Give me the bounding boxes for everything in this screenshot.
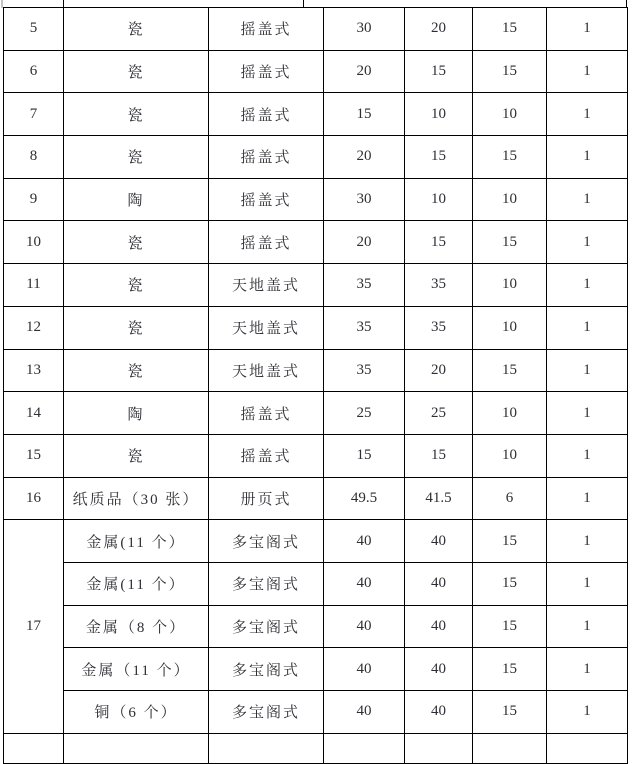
height-cell: 15 [473, 8, 547, 51]
height-cell: 15 [473, 691, 547, 734]
material-cell: 纸质品（30 张） [64, 477, 209, 520]
table-row-merged-group [4, 605, 628, 648]
table-row [4, 8, 628, 51]
width-cell: 20 [405, 349, 473, 392]
height-cell: 15 [473, 349, 547, 392]
style-cell: 摇盖式 [209, 392, 324, 435]
row-number-cell: 10 [4, 221, 64, 264]
width-cell [405, 733, 473, 763]
row-number-cell: 9 [4, 178, 64, 221]
quantity-cell: 1 [547, 8, 628, 51]
material-cell: 陶 [64, 392, 209, 435]
table-row [4, 264, 628, 307]
style-cell: 摇盖式 [209, 178, 324, 221]
height-cell [473, 733, 547, 763]
quantity-cell: 1 [547, 50, 628, 93]
height-cell: 15 [473, 136, 547, 179]
length-cell: 40 [324, 562, 405, 605]
quantity-cell: 1 [547, 691, 628, 734]
table-row [4, 392, 628, 435]
length-cell: 40 [324, 605, 405, 648]
width-cell: 41.5 [405, 477, 473, 520]
height-cell: 10 [473, 178, 547, 221]
specimen-table [3, 7, 628, 764]
width-cell: 35 [405, 306, 473, 349]
length-cell: 20 [324, 50, 405, 93]
width-cell: 40 [405, 605, 473, 648]
length-cell: 49.5 [324, 477, 405, 520]
width-cell: 35 [405, 264, 473, 307]
width-cell: 15 [405, 136, 473, 179]
height-cell: 15 [473, 648, 547, 691]
style-cell: 摇盖式 [209, 221, 324, 264]
material-cell: 陶 [64, 178, 209, 221]
length-cell: 25 [324, 392, 405, 435]
quantity-cell: 1 [547, 392, 628, 435]
height-cell: 15 [473, 520, 547, 563]
material-cell [64, 733, 209, 763]
height-cell: 10 [473, 392, 547, 435]
material-cell: 金属(11 个） [64, 520, 209, 563]
row-number-cell: 7 [4, 93, 64, 136]
width-cell: 15 [405, 50, 473, 93]
quantity-cell: 1 [547, 136, 628, 179]
quantity-cell: 1 [547, 477, 628, 520]
style-cell: 多宝阁式 [209, 648, 324, 691]
material-cell: 瓷 [64, 50, 209, 93]
height-cell: 10 [473, 93, 547, 136]
table-body [4, 8, 628, 764]
table-row-merged-group [4, 648, 628, 691]
style-cell: 摇盖式 [209, 93, 324, 136]
length-cell: 15 [324, 93, 405, 136]
width-cell: 40 [405, 648, 473, 691]
table-row [4, 306, 628, 349]
quantity-cell: 1 [547, 562, 628, 605]
width-cell: 25 [405, 392, 473, 435]
material-cell: 瓷 [64, 93, 209, 136]
material-cell: 瓷 [64, 306, 209, 349]
length-cell: 15 [324, 434, 405, 477]
material-cell: 瓷 [64, 8, 209, 51]
quantity-cell: 1 [547, 178, 628, 221]
material-cell: 铜（6 个） [64, 691, 209, 734]
height-cell: 15 [473, 562, 547, 605]
width-cell: 15 [405, 221, 473, 264]
width-cell: 20 [405, 8, 473, 51]
height-cell: 6 [473, 477, 547, 520]
table-row [4, 178, 628, 221]
length-cell: 20 [324, 221, 405, 264]
height-cell: 10 [473, 306, 547, 349]
table-row [4, 50, 628, 93]
row-number-cell: 13 [4, 349, 64, 392]
table-row [4, 434, 628, 477]
table-row-partial [4, 733, 628, 763]
quantity-cell: 1 [547, 93, 628, 136]
style-cell: 摇盖式 [209, 136, 324, 179]
row-number-cell: 17 [4, 520, 64, 733]
row-number-cell: 11 [4, 264, 64, 307]
row-number-cell: 12 [4, 306, 64, 349]
table-row-merged-group [4, 520, 628, 563]
width-cell: 40 [405, 520, 473, 563]
style-cell: 多宝阁式 [209, 691, 324, 734]
table-row [4, 93, 628, 136]
row-number-cell [4, 733, 64, 763]
style-cell: 天地盖式 [209, 264, 324, 307]
style-cell: 天地盖式 [209, 349, 324, 392]
length-cell: 30 [324, 8, 405, 51]
height-cell: 15 [473, 221, 547, 264]
style-cell: 多宝阁式 [209, 520, 324, 563]
style-cell: 天地盖式 [209, 306, 324, 349]
table-row [4, 221, 628, 264]
quantity-cell: 1 [547, 264, 628, 307]
height-cell: 15 [473, 605, 547, 648]
table-row [4, 136, 628, 179]
height-cell: 10 [473, 434, 547, 477]
width-cell: 40 [405, 691, 473, 734]
material-cell: 金属（8 个） [64, 605, 209, 648]
quantity-cell: 1 [547, 605, 628, 648]
length-cell: 35 [324, 349, 405, 392]
style-cell: 摇盖式 [209, 434, 324, 477]
row-number-cell: 6 [4, 50, 64, 93]
style-cell: 多宝阁式 [209, 605, 324, 648]
row-number-cell: 5 [4, 8, 64, 51]
style-cell: 册页式 [209, 477, 324, 520]
width-cell: 10 [405, 93, 473, 136]
material-cell: 瓷 [64, 264, 209, 307]
table-row [4, 477, 628, 520]
quantity-cell: 1 [547, 434, 628, 477]
table-row-merged-group [4, 691, 628, 734]
height-cell: 15 [473, 50, 547, 93]
table-row-merged-group [4, 562, 628, 605]
material-cell: 金属（11 个） [64, 648, 209, 691]
table-row [4, 349, 628, 392]
material-cell: 瓷 [64, 349, 209, 392]
width-cell: 15 [405, 434, 473, 477]
length-cell [324, 733, 405, 763]
material-cell: 瓷 [64, 221, 209, 264]
length-cell: 35 [324, 306, 405, 349]
material-cell: 瓷 [64, 136, 209, 179]
style-cell: 摇盖式 [209, 8, 324, 51]
quantity-cell: 1 [547, 648, 628, 691]
row-number-cell: 15 [4, 434, 64, 477]
quantity-cell: 1 [547, 221, 628, 264]
quantity-cell: 1 [547, 349, 628, 392]
row-number-cell: 14 [4, 392, 64, 435]
style-cell: 摇盖式 [209, 50, 324, 93]
width-cell: 10 [405, 178, 473, 221]
length-cell: 40 [324, 520, 405, 563]
length-cell: 20 [324, 136, 405, 179]
style-cell [209, 733, 324, 763]
height-cell: 10 [473, 264, 547, 307]
quantity-cell [547, 733, 628, 763]
material-cell: 瓷 [64, 434, 209, 477]
length-cell: 30 [324, 178, 405, 221]
length-cell: 40 [324, 648, 405, 691]
quantity-cell: 1 [547, 306, 628, 349]
length-cell: 35 [324, 264, 405, 307]
material-cell: 金属(11 个） [64, 562, 209, 605]
row-number-cell: 16 [4, 477, 64, 520]
width-cell: 40 [405, 562, 473, 605]
style-cell: 多宝阁式 [209, 562, 324, 605]
length-cell: 40 [324, 691, 405, 734]
row-number-cell: 8 [4, 136, 64, 179]
quantity-cell: 1 [547, 520, 628, 563]
